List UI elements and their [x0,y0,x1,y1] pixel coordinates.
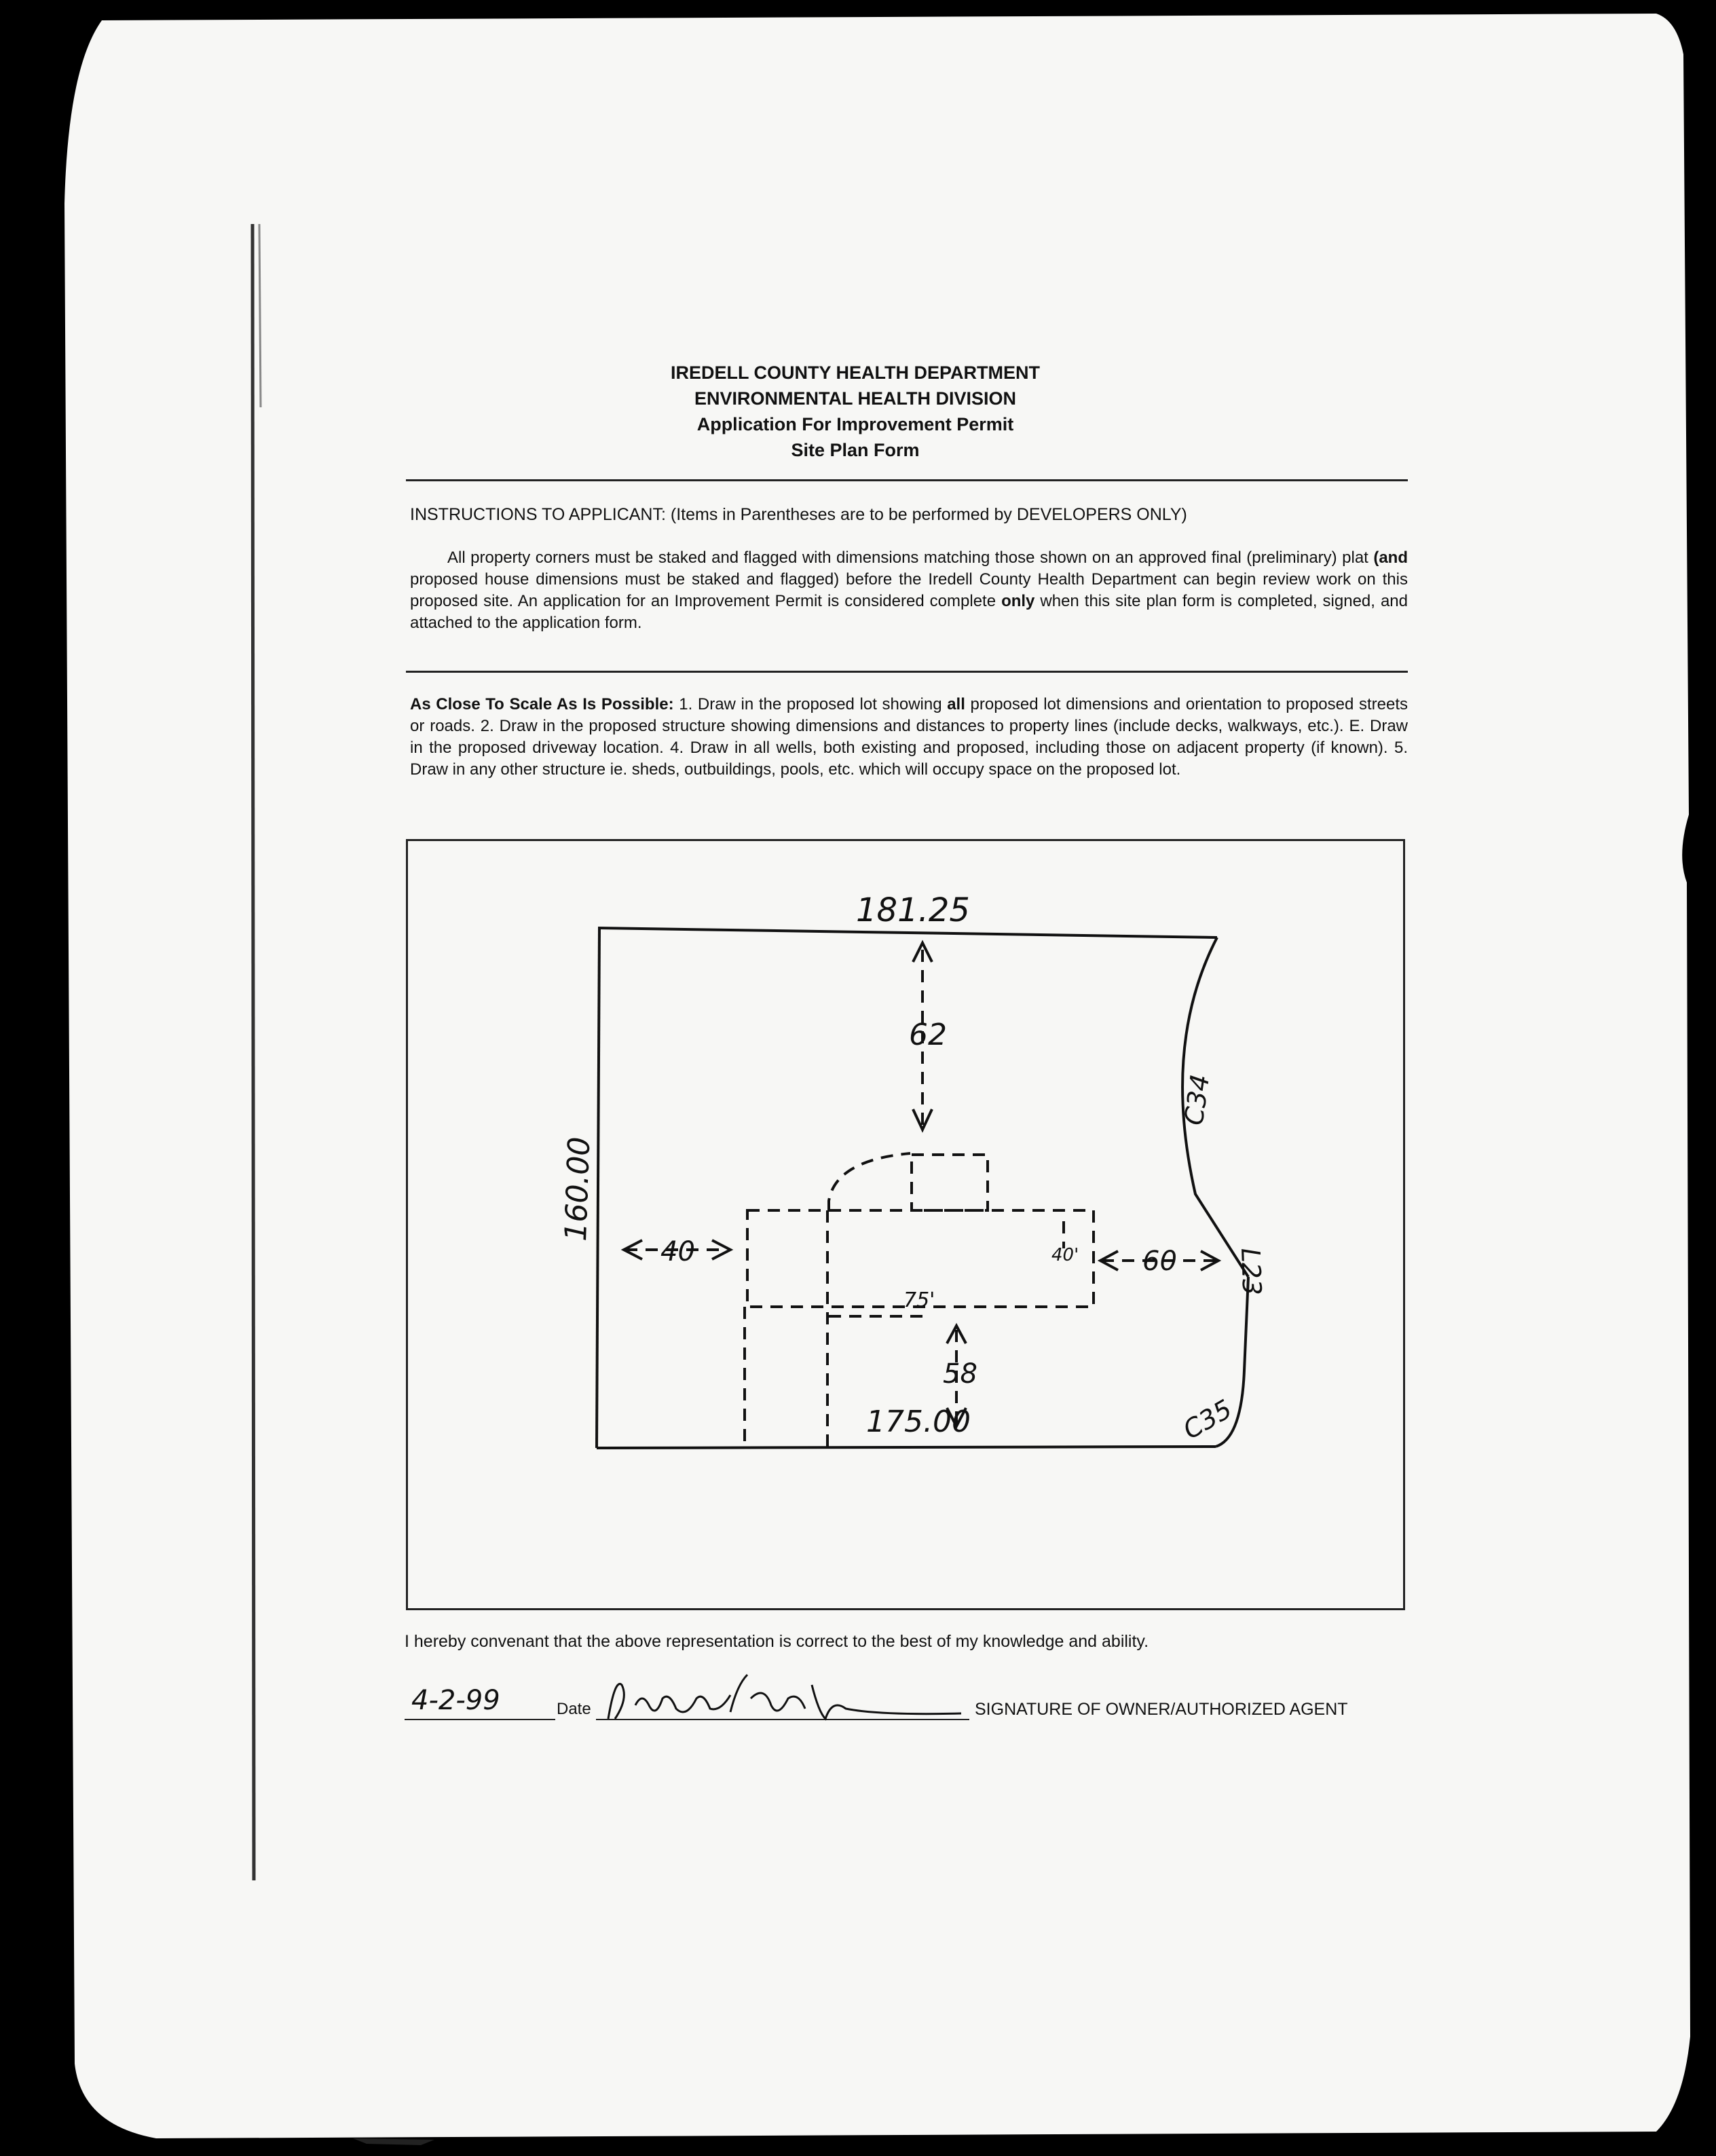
scale-lead: As Close To Scale As Is Possible: [410,695,674,713]
date-label: Date [557,1700,591,1718]
instructions-text-1: All property corners must be staked and flagged with dimensions matching those shown on an approved final (preliminary) plat [447,549,1374,567]
instructions-title: INSTRUCTIONS TO APPLICANT: (Items in Parentheses are to be performed by DEVELOPERS ONLY) [410,505,1187,524]
instructions-bold-only: only [1001,592,1035,610]
instructions-bold-and: (and [1373,549,1408,567]
curve-c35-label: C35 [1178,1394,1237,1445]
scale-text-1: 1. Draw in the proposed lot showing [673,695,948,713]
instructions-text-3: when this site plan form is completed, signed, and attached to the application form. [410,592,1408,632]
front-setback-label: 62 [909,1018,947,1052]
handwritten-signature [595,1671,975,1732]
date-value: 4-2-99 [411,1685,500,1716]
left-setback-label: 40 [660,1236,695,1267]
form-subtitle: Application For Improvement Permit [696,414,1014,434]
divider-top [406,479,1408,481]
divider-middle [406,671,1408,673]
house-depth-label: 40' [1051,1245,1079,1265]
scale-text-2: proposed lot dimensions and orientation to proposed streets or roads. 2. Draw in the proposed structure showing dimensions and distances to property lines (include decks, walkways, etc.). E. Draw in the proposed driveway location. 4. Draw in all wells, both existing and proposed, including those on adjacent property (if known). 5. Draw in any other structure ie. sheds, outbuildings, pools, etc. which will occupy space on the proposed lot. [410,695,1409,779]
house-bay-curve [829,1153,910,1210]
house-length-label: 75' [903,1288,935,1312]
curve-c34-label: C34 [1178,1072,1216,1128]
attestation-statement: I hereby convenant that the above representation is correct to the best of my knowledge and ability. [405,1632,1149,1651]
lot-line-bottom [597,1447,1216,1448]
left-dimension: 160.00 [559,1136,597,1242]
signature-label: SIGNATURE OF OWNER/AUTHORIZED AGENT [975,1700,1348,1719]
department-title: IREDELL COUNTY HEALTH DEPARTMENT [670,363,1040,383]
segment-l23-label: L23 [1235,1247,1267,1296]
signature-block [405,1685,1409,1732]
form-name: Site Plan Form [791,440,920,460]
site-plan-drawing [408,841,1403,1608]
division-title: ENVIRONMENTAL HEALTH DIVISION [694,388,1017,409]
scale-bold-all: all [947,695,965,713]
instructions-text-2: proposed house dimensions must be staked and flagged) before the Iredell County Health Department can begin review work on this proposed site. An application for an Improvement Permit is considered complete [410,570,1408,610]
rear-setback-label: 58 [943,1358,977,1390]
form-header [380,360,1330,463]
date-line [405,1719,555,1720]
top-dimension: 181.25 [856,891,970,929]
instructions-paragraph [410,547,1408,634]
lot-line-left [597,928,599,1448]
site-plan-box [406,839,1405,1610]
lot-line-top [598,928,1217,937]
house-garage [912,1155,988,1210]
bottom-dimension: 175.00 [866,1405,971,1439]
right-setback-label: 60 [1142,1246,1177,1277]
scale-instructions [410,694,1408,781]
